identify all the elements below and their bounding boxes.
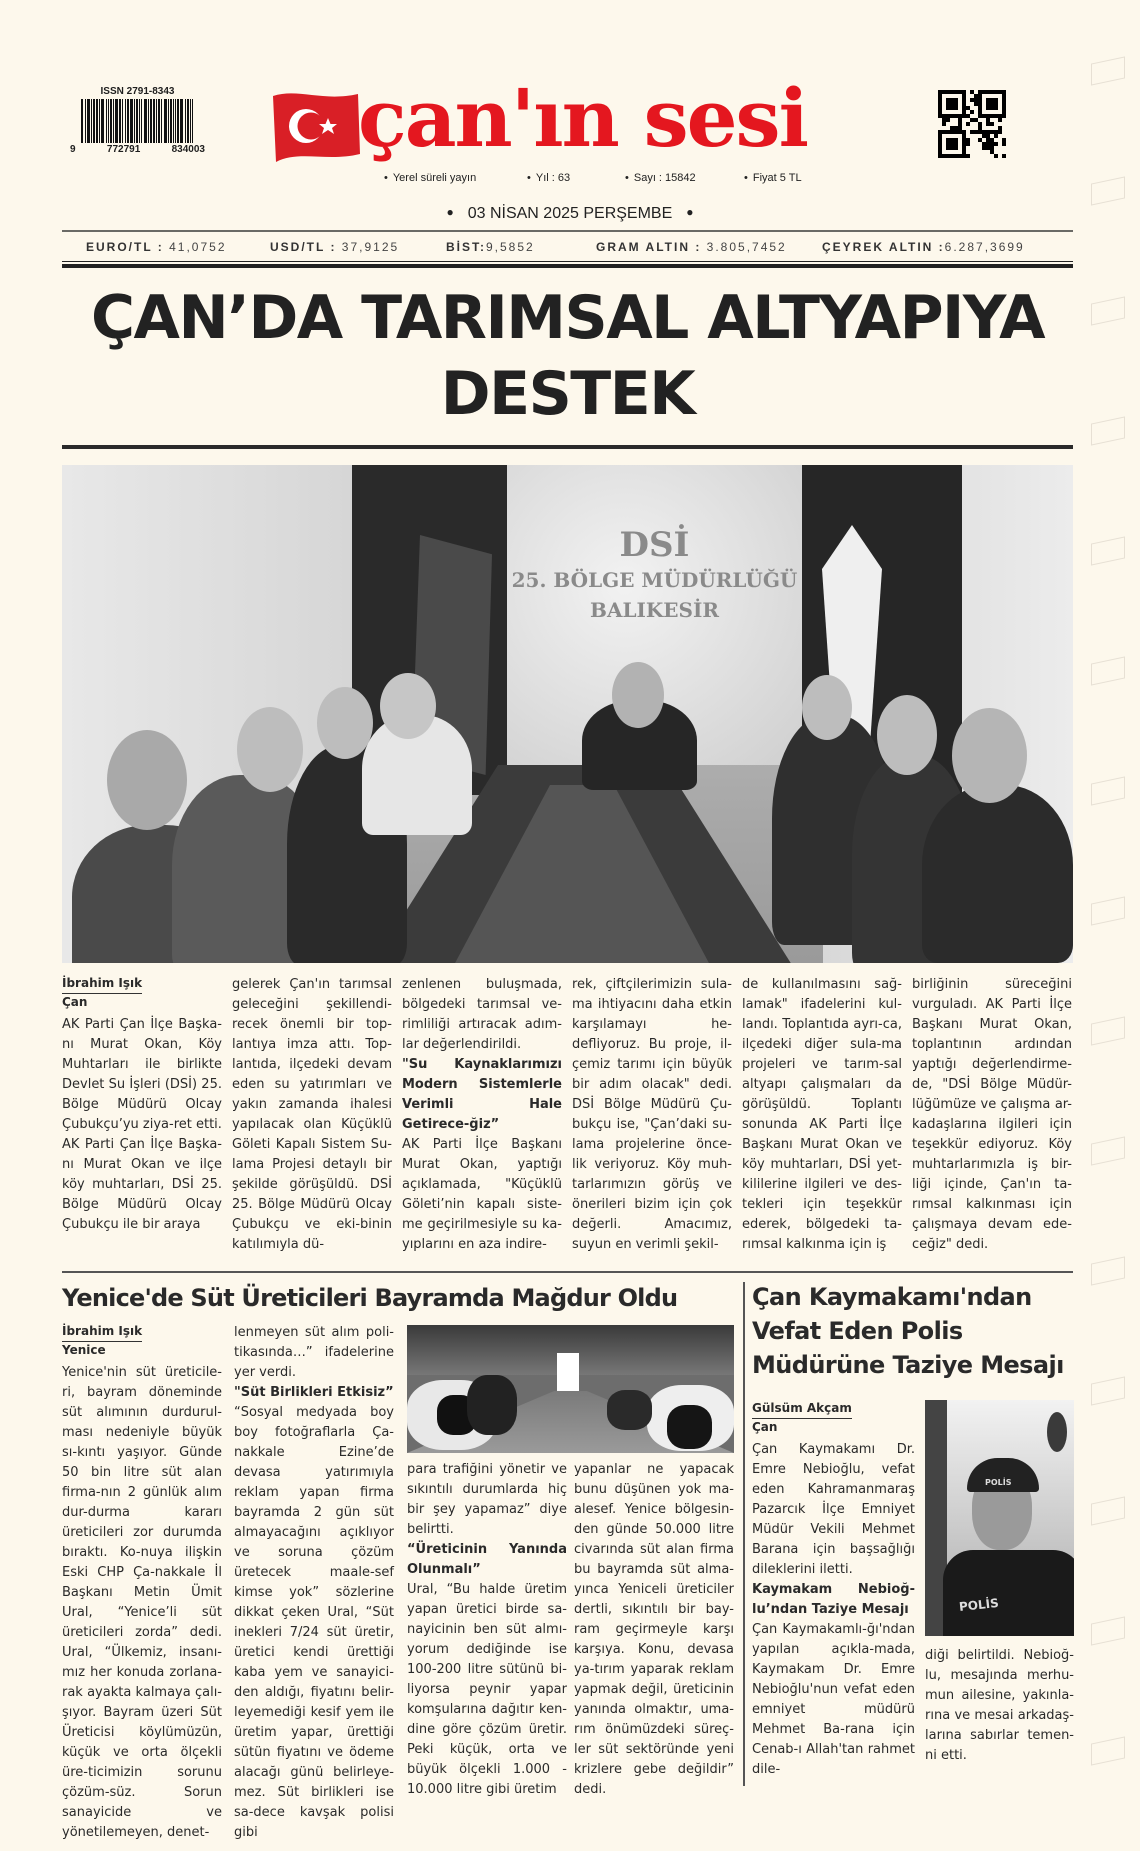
meta-issue-number: • Sayı : 15842 [625,172,696,184]
barcode-bar [99,99,100,143]
cap-label: POLİS [985,1478,1012,1487]
barcode-bar [106,99,107,143]
author-name: Gülsüm Akçam [752,1400,852,1419]
divider [62,445,1073,449]
police-emblem-icon [1047,1412,1067,1452]
paragraph: birliğinin süreceğini vurguladı. AK Parti İlçe Başkanı Murat Okan, toplantının ardından yaptığı değerlendirme-de, "DSİ Bölge Müdür-lüğümüze ve çalışma ar-kadaşlarına ilgileri için teşekkür ediyoruz. Köy muhtarlarımızla iş bir-liği içinde, Çan'ın ta-rımsal kalkınması için çalışmaya devam ede-ceğiz" dedi. [912,977,1072,1252]
paragraph: lenmeyen süt alım poli-tikasında…” ifadelerine yer verdi. [234,1325,394,1380]
headline-line-2: DESTEK [440,359,695,429]
barcode-bar [161,99,162,143]
byline [62,975,222,1011]
paragraph: “Sosyal medyada boy boy fotoğraflarla Ça-nakkale Ezine’de devasa yatırımıyla reklam yapan firma bayramda 2 gün süt almayacağını açıklıyor ve soruna çözüm üretecek maale-sef kimse yok” sözlerine dikkat çeken Ural, “Süt inekleri 7/24 süt üretir, üretici kendi ürettiği kaba yem ve sanayici-den aldığı, fiyatını belir-leyemediği kesif yem ile üretim yapar, ürettiği sütün fiyatını ve ödeme alacağı günü belirleye-mez. Süt birlikleri ise sa-dece kavşak polisi gibi [234,1405,394,1840]
paragraph: AK Parti İlçe Başkanı Murat Okan, yaptığı açıklamada, "Küçüklü Göleti’nin kapalı siste-me geçirilmesiyle su ka-yıplarını en aza indire- [402,1137,562,1252]
lead-column-2 [232,975,392,1255]
divider [62,264,1073,268]
issn-number: ISSN 2791-8343 [100,86,175,97]
bullet-icon: ● [686,205,694,219]
lead-headline[interactable] [62,280,1073,438]
barcode-bar [153,99,155,143]
rate-gram-gold: GRAM ALTIN : 3.805,7452 [596,240,787,254]
byline [752,1400,915,1436]
barcode-bar [139,99,140,143]
paragraph: gelerek Çan'ın tarımsal geleceğini şekillendi-recek önemli bir top-lantıya imza attı. Top-lantıda, ilçedeki devam eden su yatırımları ve yakın zamanda ihalesi yapılacak olan Küçüklü Göleti Kapalı Sistem Su-lama Projesi detaylı bir şekilde görüşüldü. DSİ 25. Bölge Müdürü Olcay Çubukçu ve eki-binin katılımıyla dü- [232,977,392,1252]
barcode-bar [175,99,176,143]
barcode-bar [127,99,129,143]
barcode-bar [113,99,114,143]
paragraph: Ural, “Bu halde üretim yapan üretici birde sa-nayicinin ben süt almı-yorum dediğinde ise 100-200 litre sütünü bi-liyorsa peynir yapar komşularına dağıtır ken-dine göre çözüm üretir. Peki küçük, orta ve büyük ölçekli 1.000 - 10.000 litre gibi üretim [407,1582,567,1797]
barcode [70,86,205,155]
rate-quarter-gold: ÇEYREK ALTIN :6.287,3699 [822,240,1025,254]
police-chief-portrait[interactable] [925,1400,1074,1636]
lead-column-3 [402,975,562,1255]
paragraph: Yenice'nin süt üreticile-ri, bayram döneminde süt alımının durdurul-ması nedeniyle büyük sı-kıntı yaşıyor. Günde 50 bin litre süt alan firma-nın 2 günlük alım dur-durma kararı üreticileri zor durumda bıraktı. Ko-nuya ilişkin Eski CHP Ça-nakkale İl Başkanı Metin Ümit Ural, “Yenice’li süt üreticileri zorda” dedi. Ural, “Ülkemiz, insanı-mız her konuda zorlana-rak ayakta kalmaya çalı-şıyor. Bayram üzeri Süt Üreticisi köylümüzün, küçük ve orta ölçekli üre-ticimizin sorunu çözüm-süz. Sorun sanayicide ve yönetilemeyen, denet- [62,1365,222,1840]
barcode-bar [91,99,92,143]
lead-photo[interactable] [62,465,1073,963]
logo-wordmark: çan'ın sesi [358,71,807,165]
barcode-bar [164,99,167,143]
paragraph: Çan Kaymakamlı-ğı'ndan yapılan açıkla-mada, Kaymakam Dr. Emre Nebioğlu'nun vefat eden emniyet müdürü Mehmet Ba-rana için Cenab-ı Allah'tan rahmet dile- [752,1622,915,1777]
barcode-bar [125,99,126,143]
barcode-bar [180,99,183,143]
turkish-flag-icon [268,88,363,166]
issue-date [0,205,1140,223]
lead-column-5 [742,975,902,1255]
paragraph: de kullanılmasını sağ-lamak" ifadelerini kul-landı. Toplantıda ayrı-ca, ilçedeki diğer sula-ma projeleri ve tarım-sal altyapı çalışmaları da görüşüldü. Toplantı sonunda AK Parti İlçe Başkanı Murat Okan ve köy muhtarları, DSİ yet-kililerine ilgileri ve des-tekleri için teşekkür ederek, bölgedeki ta-rımsal kalkınma için iş [742,977,902,1252]
barcode-bar [110,99,112,143]
rate-usd: USD/TL : 37,9125 [270,240,400,254]
barcode-bar [168,99,169,143]
paragraph: para trafiğini yönetir ve sıkıntılı durumlarda hiç bir şey yapamaz” diye belirtti. [407,1462,567,1537]
barcode-bar [177,99,179,143]
barcode-bar [192,99,193,143]
paragraph: AK Parti Çan İlçe Başka-nı Murat Okan, Köy Muhtarları ile birlikte Devlet Su İşleri (DSİ) 25. Bölge Müdürü Olcay Çubukçu’yu ziya-ret etti. [62,1017,222,1132]
barcode-bar [93,99,95,143]
kaymakam-headline[interactable]: Çan Kaymakamı'ndan Vefat Eden Polis Müdürüne Taziye Mesajı [752,1283,1064,1379]
barcode-digit-mid: 772791 [106,144,141,155]
newspaper-logo[interactable] [268,71,828,170]
barcode-bar [108,99,109,143]
kaymakam-column-2 [925,1646,1074,1766]
paragraph: Çan Kaymakamı Dr. Emre Nebioğlu, vefat eden Kahramanmaraş Pazarcık İlçe Emniyet Müdür Vekili Mehmet Barana için başsağlığı dileklerini iletti. [752,1442,915,1577]
barcode-bar [87,99,90,143]
barcode-bar [96,99,98,143]
barcode-bar [122,99,123,143]
barcode-bar [130,99,133,143]
dairy-barn-photo[interactable] [407,1325,734,1453]
rate-bist: BİST:9,5852 [446,240,535,254]
headline-line-1: ÇAN’DA TARIMSAL ALTYAPIYA [90,283,1045,353]
barcode-bar [134,99,135,143]
author-location: Çan [62,995,88,1009]
lead-column-4 [572,975,732,1255]
paragraph: zenlenen buluşmada, bölgedeki tarımsal ve-rimliliği artıracak adım-lar değerlendirildi. [402,977,562,1052]
author-location: Yenice [62,1343,106,1357]
qr-code-icon[interactable] [938,90,1006,158]
barcode-bar [185,99,186,143]
paragraph: yapanlar ne yapacak bunu düşünen yok ma-alesef. Yenice bölgesin-den günde 50.000 litre civarında süt alan firma bu bayramda süt alma-yınca Yeniceli üreticiler dertli, sıkıntılı bir bay-ram geçirmeyle karşı karşıya. Konu, devasa ya-tırım yaparak reklam yapmak değil, üreticinin yanında olmaktır, uma-rım önümüzdeki süreç-ler süt sektöründe yeni krizlere gebe değildir” dedi. [574,1462,734,1797]
rate-euro: EURO/TL : 41,0752 [86,240,227,254]
kaymakam-column-1 [752,1400,915,1780]
paragraph: AK Parti Çan İlçe Başka-nı Murat Okan ve ilçe köy muhtarları, DSİ 25. Bölge Müdürü Olcay Çubukçu ile bir araya [62,1137,222,1232]
bullet-icon: ● [446,205,454,219]
barcode-bar [85,99,86,143]
subheading: Kaymakam Nebioğ-lu’ndan Taziye Mesajı [752,1582,915,1617]
author-name: İbrahim Işık [62,1323,142,1342]
yenice-column-4 [574,1460,734,1800]
barcode-bar [150,99,152,143]
yenice-column-1 [62,1323,222,1843]
barcode-bar [141,99,142,143]
lead-column-1 [62,975,222,1235]
meta-year: • Yıl : 63 [527,172,570,184]
subheading: “Üreticinin Yanında Olunmalı” [407,1542,567,1577]
exchange-rates-bar [62,230,1073,262]
subheading: "Süt Birlikleri Etkisiz” [234,1385,394,1400]
paragraph: diği belirtildi. Nebioğ-lu, mesajında merhu-mun ailesine, yakınla-rına ve mesai arkadaş-larına sabırlar temen-ni etti. [925,1648,1074,1763]
barcode-bar [101,99,104,143]
barcode-bar [158,99,160,143]
barcode-bars [70,99,205,143]
lead-column-6 [912,975,1072,1255]
uniform-label: POLİS [958,1595,1000,1615]
date-text: 03 NİSAN 2025 PERŞEMBE [467,205,673,222]
barcode-bar [187,99,189,143]
barcode-bar [119,99,121,143]
barcode-bar [115,99,118,143]
yenice-column-2 [234,1323,394,1843]
barcode-bar [144,99,147,143]
photo-sign: DSİ 25. BÖLGE MÜDÜRLÜĞÜ BALIKESİR [511,525,798,622]
barcode-bar [170,99,172,143]
meta-publication-type: • Yerel süreli yayın [384,172,476,184]
barcode-bar [148,99,149,143]
subheading: "Su Kaynaklarımızı Modern Sistemlerle Verimli Hale Getirece-ğiz” [402,1057,562,1132]
byline [62,1323,222,1359]
divider [62,1271,1073,1273]
barcode-bar [190,99,191,143]
author-location: Çan [752,1420,778,1434]
meta-price: • Fiyat 5 TL [744,172,802,184]
barcode-digit-right: 834003 [171,144,205,155]
yenice-headline[interactable]: Yenice'de Süt Üreticileri Bayramda Mağdur Oldu [62,1284,678,1312]
barcode-bar [173,99,174,143]
author-name: İbrahim Işık [62,975,142,994]
yenice-column-3 [407,1460,567,1800]
barcode-bar [156,99,157,143]
barcode-bar [136,99,138,143]
column-divider [743,1282,745,1786]
barcode-bar [81,99,83,143]
paragraph: rek, çiftçilerimizin sula-ma ihtiyacını daha etkin karşılamayı he-defliyoruz. Bu proje, il-çemiz tarımı için büyük bir adım olacak" dedi. DSİ Bölge Müdürü Çu-bukçu ise, "Çan’daki su-lama projelerine önce-lik veriyoruz. Köy muh-tarlarımızın görüş ve önerileri bizim için çok değerli. Amacımız, suyun en verimli şekil- [572,977,732,1252]
barcode-digit-left: 9 [70,144,76,155]
barcode-digits [70,144,205,155]
